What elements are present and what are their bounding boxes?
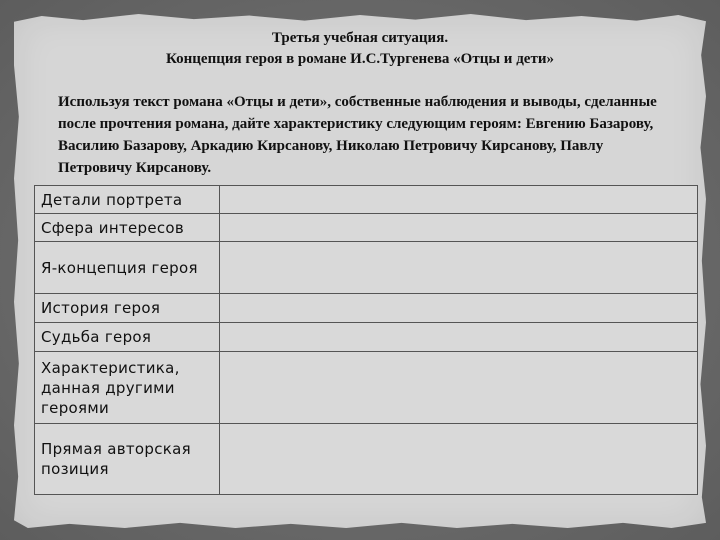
row-label-fate: Судьба героя bbox=[35, 323, 220, 352]
row-label-self-concept: Я-концепция героя bbox=[35, 242, 220, 294]
characteristics-table bbox=[34, 185, 698, 495]
table-row bbox=[35, 214, 698, 242]
table-row bbox=[35, 352, 698, 424]
row-label-history: История героя bbox=[35, 294, 220, 323]
row-label-others-characterization: Характеристика, данная другими героями bbox=[35, 352, 220, 424]
instruction-paragraph: Используя текст романа «Отцы и дети», собственные наблюдения и выводы, сделанные после прочтения романа, дайте характеристику следующим героям: Евгению Базарову, Василию Базарову, Аркадию Кирсанову, Николаю Петровичу Кирсанову, Павлу Петровичу Кирсанову. bbox=[58, 94, 657, 176]
row-value-fate[interactable] bbox=[220, 323, 698, 352]
table-row bbox=[35, 323, 698, 352]
row-value-others-characterization[interactable] bbox=[220, 352, 698, 424]
table-row bbox=[35, 294, 698, 323]
table-row bbox=[35, 424, 698, 495]
row-value-history[interactable] bbox=[220, 294, 698, 323]
row-value-interests[interactable] bbox=[220, 214, 698, 242]
heading-line-1: Третья учебная ситуация. bbox=[271, 30, 449, 46]
row-label-portrait: Детали портрета bbox=[35, 186, 220, 214]
table-row bbox=[35, 242, 698, 294]
table-row bbox=[35, 186, 698, 214]
row-value-self-concept[interactable] bbox=[220, 242, 698, 294]
row-label-author-position: Прямая авторская позиция bbox=[35, 424, 220, 495]
heading-line-2: Концепция героя в романе И.С.Тургенева «Отцы и дети» bbox=[166, 51, 554, 67]
row-label-interests: Сфера интересов bbox=[35, 214, 220, 242]
row-value-author-position[interactable] bbox=[220, 424, 698, 495]
row-value-portrait[interactable] bbox=[220, 186, 698, 214]
